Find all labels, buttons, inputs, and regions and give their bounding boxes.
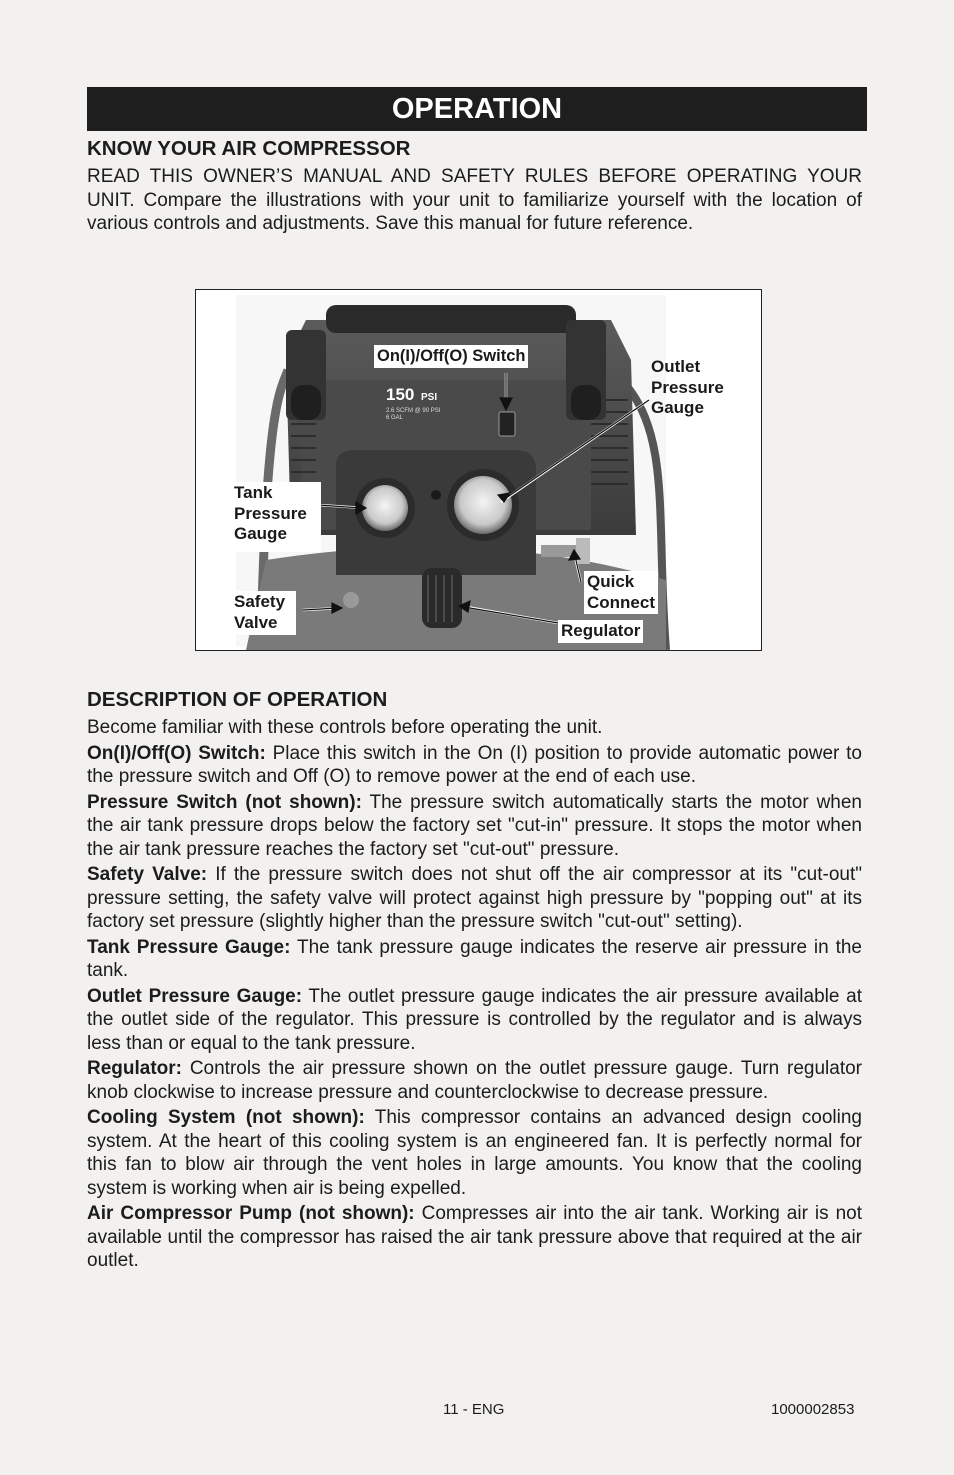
label-quick-connect: Quick Connect [584,571,658,614]
desc-item-cooling: Cooling System (not shown): This compressor contains an advanced design cooling system. At the heart of this cooling system is an engineered fan. It is perfectly normal for this fan to blow air through the vent holes in large amounts. You know that the cooling system is working when air is being expelled. [87,1107,862,1199]
section-banner: OPERATION [87,87,867,131]
spec-line-2: 6 GAL [386,415,404,421]
spec-line-1: 2.6 SCFM @ 90 PSI [386,408,441,414]
desc-item-safety-valve: Safety Valve: If the pressure switch does not shut off the air compressor at its "cut-out" pressure setting, the safety valve will protect against high pressure by "popping out" at its factory set pressure (slightly higher than the pressure switch "cut-out" setting). [87,864,862,932]
desc-item-outlet-gauge: Outlet Pressure Gauge: The outlet pressure gauge indicates the air pressure available at the outlet side of the regulator. This pressure is controlled by the regulator and is always less than or equal to the tank pressure. [87,985,862,1054]
know-paragraph: READ THIS OWNER’S MANUAL AND SAFETY RULES BEFORE OPERATING YOUR UNIT. Compare the illustrations with your unit to familiarize yourself with the location of various controls and adjustments. Save this manual for future reference. [87,166,862,234]
desc-item-pump: Air Compressor Pump (not shown): Compresses air into the air tank. Working air is not available until the compressor has raised the air tank pressure above that required at the air outlet. [87,1203,862,1271]
desc-item-tank-gauge: Tank Pressure Gauge: The tank pressure gauge indicates the reserve air pressure in the tank. [87,936,862,981]
desc-item-switch: On(I)/Off(O) Switch: Place this switch in the On (I) position to provide automatic power to the pressure switch and Off (O) to remove power at the end of each use. [87,742,862,787]
label-switch: On(I)/Off(O) Switch [374,345,528,368]
label-regulator: Regulator [558,620,643,643]
psi-number: 150 [386,385,415,404]
know-heading: KNOW YOUR AIR COMPRESSOR [87,137,411,160]
label-tank-gauge: Tank Pressure Gauge [231,482,321,552]
label-outlet-gauge: Outlet Pressure Gauge [651,357,724,417]
desc-item-regulator: Regulator: Controls the air pressure shown on the outlet pressure gauge. Turn regulator knob clockwise to increase pressure and counterclockwise to decrease pressure. [87,1058,862,1103]
description-intro: Become familiar with these controls before operating the unit. [87,717,603,738]
page-number: 11 - ENG [443,1401,505,1418]
compressor-figure [195,289,762,651]
label-safety-valve: Safety Valve [231,591,296,635]
description-body [87,716,862,1275]
document-code: 1000002853 [771,1401,855,1418]
desc-item-pressure-switch: Pressure Switch (not shown): The pressure switch automatically starts the motor when the air tank pressure drops below the factory set "cut-in" pressure. It stops the motor when the air tank pressure reaches the factory set "cut-out" pressure. [87,791,862,860]
description-heading: DESCRIPTION OF OPERATION [87,688,388,711]
psi-unit: PSI [421,392,438,403]
